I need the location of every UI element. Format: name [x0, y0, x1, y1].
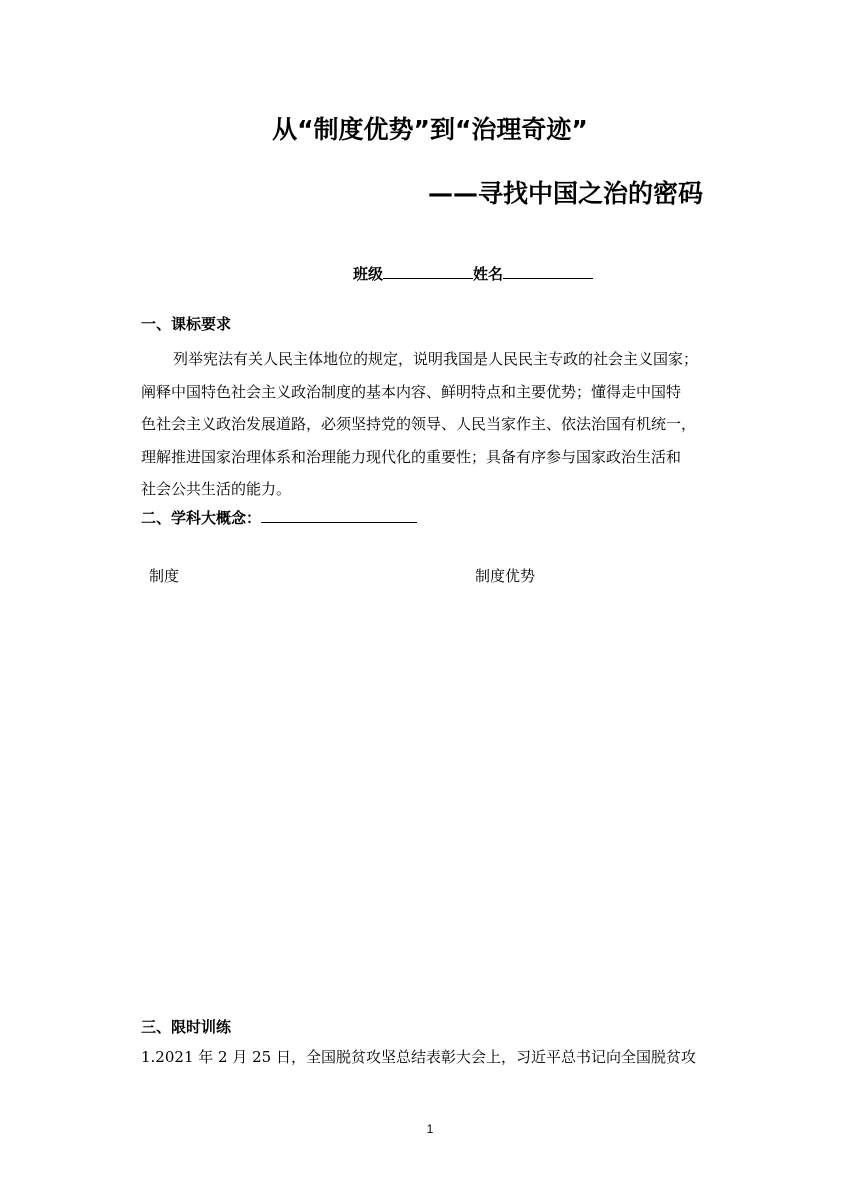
- name-label: 姓名: [473, 265, 504, 283]
- class-name-line: [353, 262, 593, 284]
- paragraph-line: 社会公共生活的能力。: [141, 480, 292, 498]
- class-blank[interactable]: [383, 262, 473, 279]
- paragraph-line: 列举宪法有关人民主体地位的规定，说明我国是人民民主专政的社会主义国家；: [173, 350, 699, 368]
- name-blank[interactable]: [503, 262, 593, 279]
- concept-label-system-advantage: 制度优势: [475, 567, 536, 585]
- section-heading-concept: [141, 506, 417, 528]
- curriculum-paragraph: [141, 343, 721, 506]
- paragraph-line: 阐释中国特色社会主义政治制度的基本内容、鲜明特点和主要优势；懂得走中国特: [141, 382, 682, 401]
- paragraph-line: 色社会主义政治发展道路，必须坚持党的领导、人民当家作主、依法治国有机统一，: [141, 415, 697, 433]
- concept-blank[interactable]: [261, 506, 417, 523]
- class-label: 班级: [353, 265, 384, 283]
- document-title: 从“制度优势”到“治理奇迹”: [272, 115, 588, 144]
- section-heading-training: 三、限时训练: [141, 1018, 232, 1036]
- concept-label-system: 制度: [149, 567, 180, 585]
- page-number: 1: [426, 1122, 434, 1136]
- document-subtitle: ——寻找中国之治的密码: [428, 179, 704, 208]
- section-heading-curriculum: 一、课标要求: [141, 315, 232, 333]
- paragraph-line: 理解推进国家治理体系和治理能力现代化的重要性；具备有序参与国家政治生活和: [141, 447, 682, 466]
- question-1: 1.2021 年 2 月 25 日，全国脱贫攻坚总结表彰大会上，习近平总书记向全国脱贫攻: [141, 1048, 696, 1066]
- concept-heading-text: 二、学科大概念：: [141, 509, 262, 527]
